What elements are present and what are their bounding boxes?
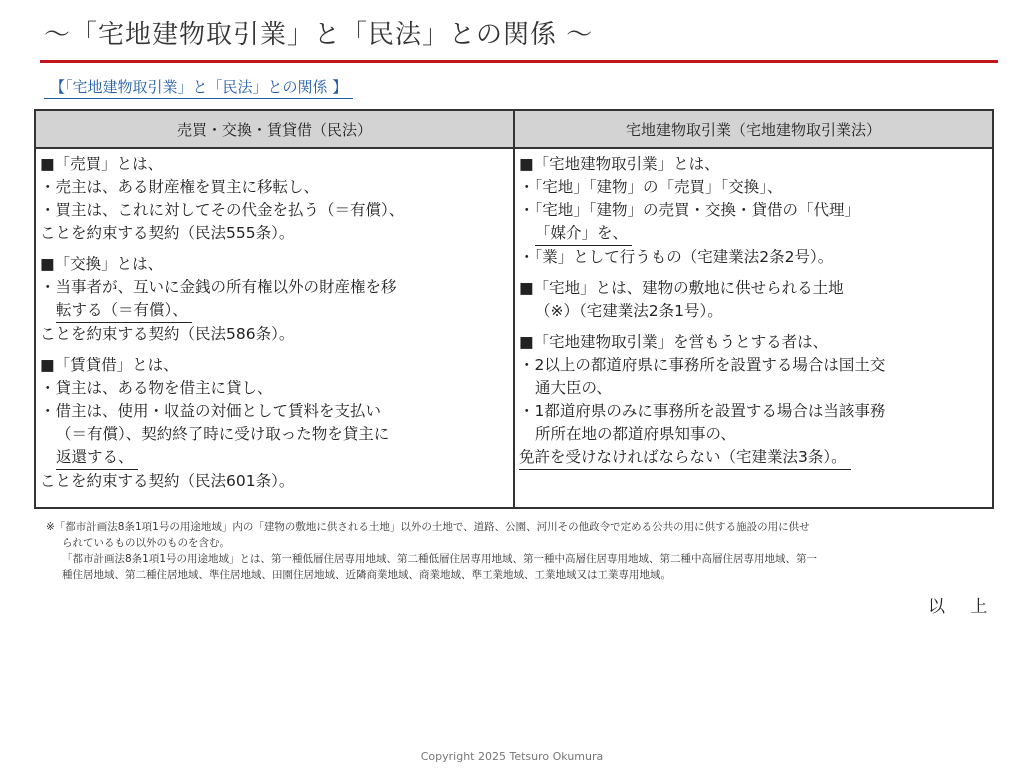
land-item: （※）（宅建業法2条1号）。	[535, 302, 723, 320]
civil-code-column	[36, 149, 515, 507]
exchange-item: ・当事者が、互いに金銭の所有権以外の財産権を移	[40, 278, 397, 296]
sale-item: ・売主は、ある財産権を買主に移転し、	[40, 178, 320, 196]
lease-heading: ■「賃貸借」とは、	[40, 356, 179, 374]
footnote-line: 「都市計画法8条1項1号の用途地域」とは、第一種低層住居専用地域、第二種低層住居専用地域、第一種中高層住居専用地域、第二種中高層住居専用地域、第一	[62, 553, 818, 565]
exchange-definition	[40, 253, 509, 346]
real-estate-act-column	[515, 149, 992, 507]
business-item	[519, 222, 988, 246]
business-item: ・「業」として行うもの（宅建業法2条2号）。	[519, 248, 834, 266]
exchange-heading: ■「交換」とは、	[40, 255, 164, 273]
sale-heading: ■「売買」とは、	[40, 155, 164, 173]
lease-definition	[40, 354, 509, 493]
land-heading: ■「宅地」とは、建物の敷地に供せられる土地	[519, 279, 844, 297]
footnote-line: 種住居地域、第二種住居地域、準住居地域、田園住居地域、近隣商業地域、商業地域、準工業地域、工業地域又は工業専用地域。	[62, 569, 671, 581]
lease-item	[40, 446, 509, 470]
footnote	[46, 519, 996, 583]
lease-item: ・貸主は、ある物を借主に貸し、	[40, 379, 273, 397]
sale-conclusion: ことを約束する契約（民法555条）。	[40, 224, 295, 242]
table-header-row	[36, 111, 992, 149]
business-item-underlined: 「媒介」を、	[535, 222, 632, 246]
license-requirement	[519, 331, 988, 470]
right-column-header: 宅地建物取引業（宅地建物取引業法）	[625, 120, 881, 139]
license-item: 所所在地の都道府県知事の、	[535, 425, 736, 443]
lease-item-underlined: 返還する、	[56, 446, 138, 470]
license-item: ・2以上の都道府県に事務所を設置する場合は国土交	[519, 356, 886, 374]
lease-conclusion: ことを約束する契約（民法601条）。	[40, 472, 295, 490]
copyright-notice: Copyright 2025 Tetsuro Okumura	[420, 750, 604, 763]
license-conclusion	[519, 446, 988, 470]
exchange-conclusion: ことを約束する契約（民法586条）。	[40, 325, 295, 343]
page-title: ～「宅地建物取引業」と「民法」との関係 ～	[44, 20, 594, 50]
license-item: ・1都道府県のみに事務所を設置する場合は当該事務	[519, 402, 886, 420]
sale-definition	[40, 153, 509, 245]
business-item: ・「宅地」「建物」の「売買」「交換」、	[519, 178, 783, 196]
table-body	[36, 149, 992, 507]
end-mark: 以 上	[928, 597, 998, 617]
lease-item: ・借主は、使用・収益の対価として賃料を支払い	[40, 402, 382, 420]
lease-item: （＝有償）、契約終了時に受け取った物を貸主に	[56, 425, 390, 443]
business-item: ・「宅地」「建物」の売買・交換・貸借の「代理」	[519, 201, 861, 219]
footnote-line: ※「都市計画法8条1項1号の用途地域」内の「建物の敷地に供される土地」以外の土地で、道路、公園、河川その他政令で定める公共の用に供する施設の用に供せ	[46, 521, 810, 533]
license-heading: ■「宅地建物取引業」を営もうとする者は、	[519, 333, 829, 351]
title-divider	[40, 60, 998, 63]
section-subtitle: 【「宅地建物取引業」と「民法」との関係 】	[44, 76, 353, 99]
exchange-item-underlined: 転する（＝有償）、	[56, 299, 192, 323]
left-column-header: 売買・交換・賃貸借（民法）	[36, 111, 515, 147]
exchange-item	[40, 299, 509, 323]
footnote-line: られているもの以外のものを含む。	[62, 537, 230, 549]
license-conclusion-underlined: 免許を受けなければならない（宅建業法3条）。	[519, 446, 851, 470]
license-item: 通大臣の、	[535, 379, 612, 397]
business-heading: ■「宅地建物取引業」とは、	[519, 155, 720, 173]
comparison-table	[34, 109, 994, 509]
business-definition	[519, 153, 988, 269]
sale-item: ・買主は、これに対してその代金を払う（＝有償）、	[40, 201, 405, 219]
land-definition	[519, 277, 988, 323]
